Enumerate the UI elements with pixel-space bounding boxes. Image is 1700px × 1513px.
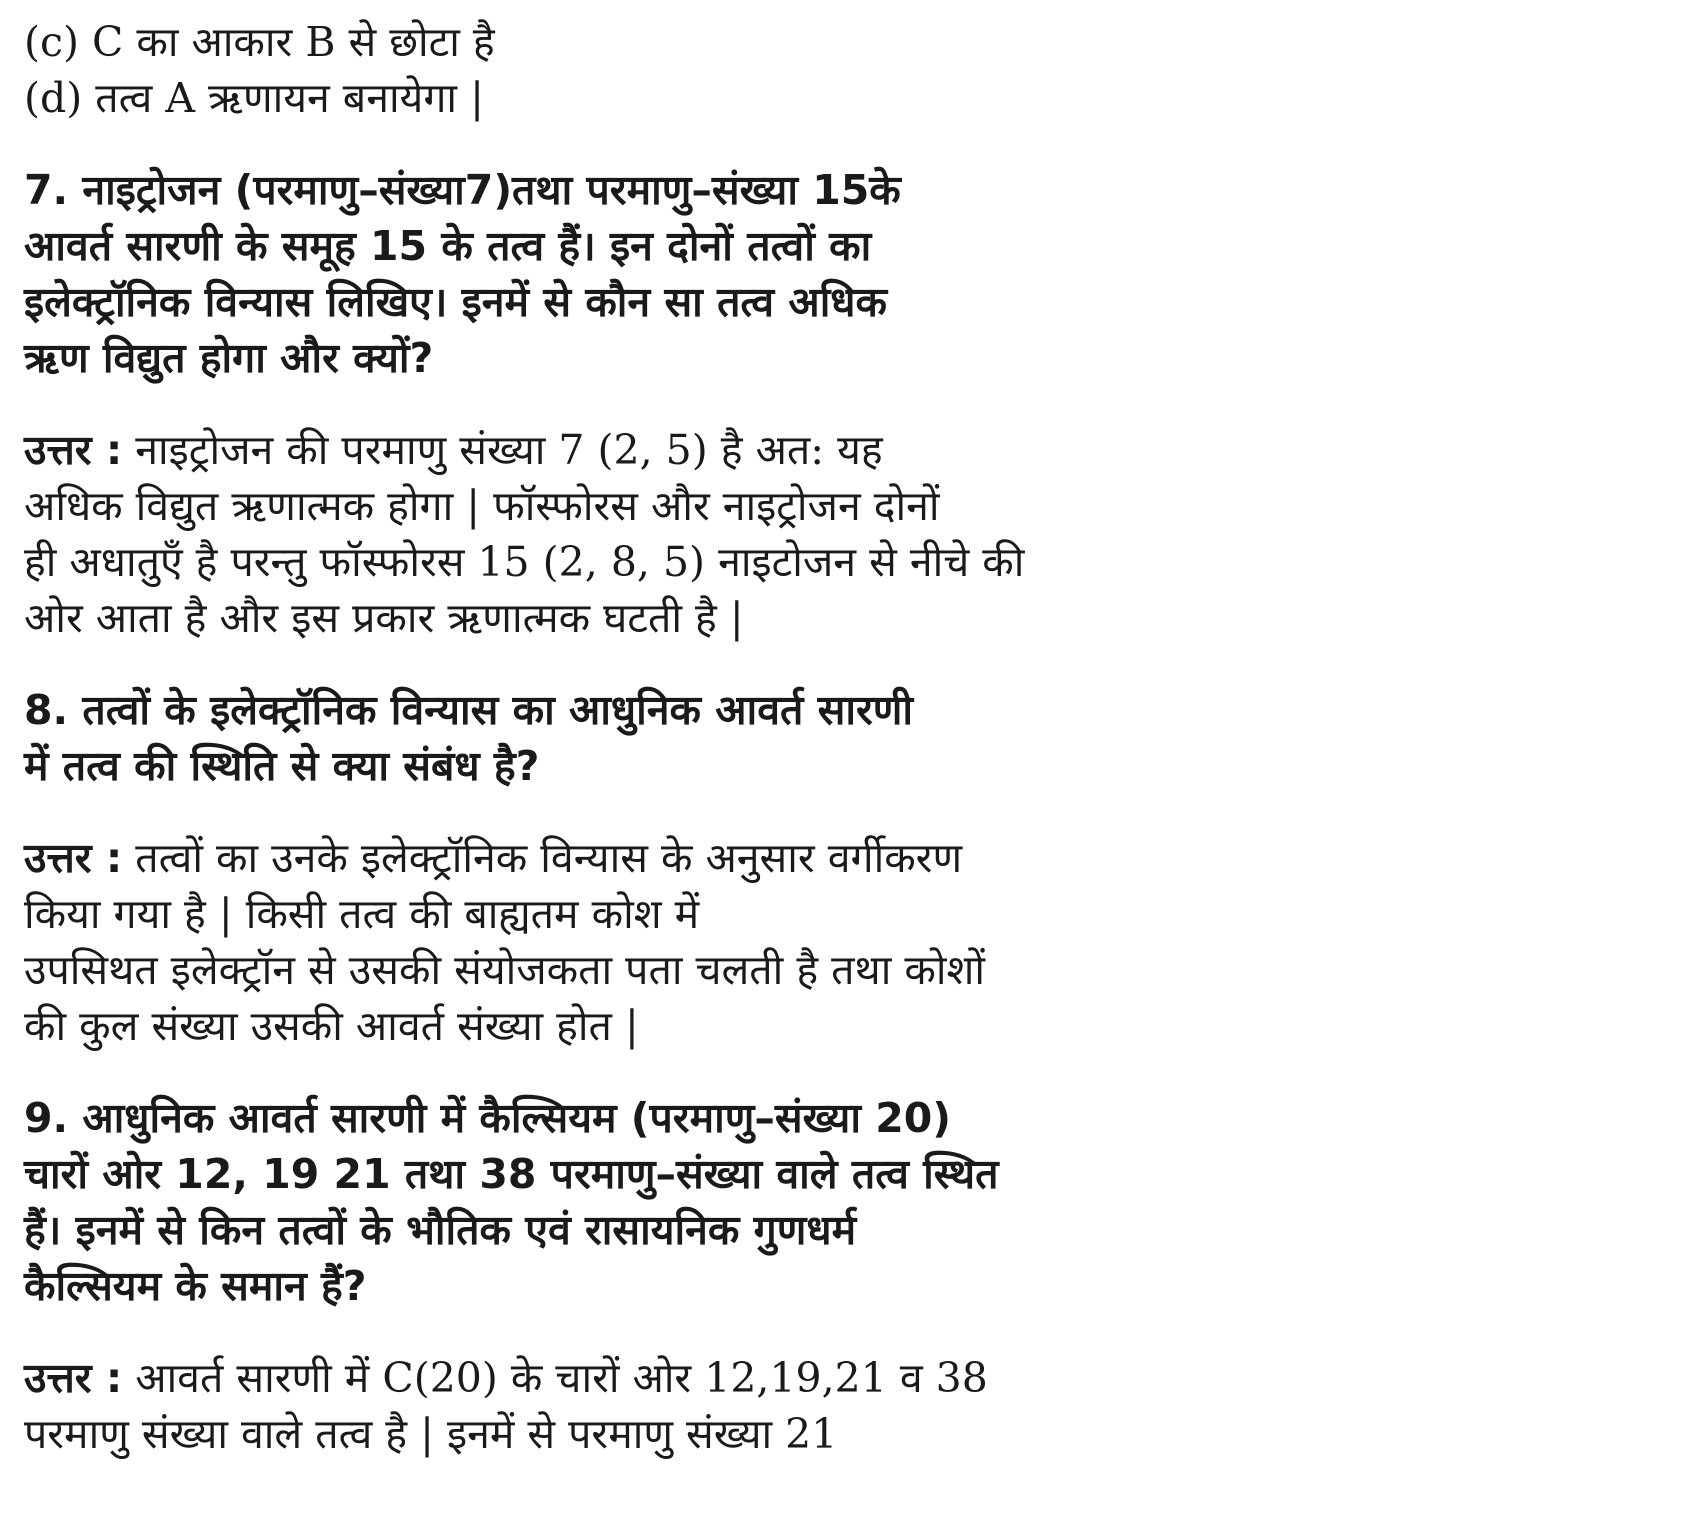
question-line: आवर्त सारणी के समूह 15 के तत्व हैं। इन दोनों तत्वों का: [24, 222, 872, 270]
answer-line: की कुल संख्या उसकी आवर्त संख्या होत |: [24, 1002, 639, 1050]
answer-line: किया गया है | किसी तत्व की बाह्यतम कोश में: [24, 890, 700, 938]
option-d: (d) तत्व A ऋणायन बनायेगा |: [24, 74, 484, 122]
answer-text: नाइट्रोजन की परमाणु संख्या 7 (2, 5) है अत: यह: [122, 426, 883, 474]
answer-line: ओर आता है और इस प्रकार ऋणात्मक घटती है |: [24, 594, 744, 642]
option-c: (c) C का आकार B से छोटा है: [24, 18, 495, 66]
option-list: [24, 14, 1144, 126]
question-8: [24, 682, 1144, 794]
question-line: ऋण विद्युत होगा और क्यों?: [24, 334, 434, 382]
answer-line: परमाणु संख्या वाले तत्व है | इनमें से परमाणु संख्या 21: [24, 1410, 838, 1458]
question-line: इलेक्ट्रॉनिक विन्यास लिखिए। इनमें से कौन सा तत्व अधिक: [24, 278, 888, 326]
question-line: हैं। इनमें से किन तत्वों के भौतिक एवं रासायनिक गुणधर्म: [24, 1206, 857, 1254]
question-7: [24, 162, 1144, 386]
question-line: चारों ओर 12, 19 21 तथा 38 परमाणु–संख्या वाले तत्व स्थित: [24, 1150, 999, 1198]
answer-8: [24, 830, 1144, 1054]
answer-label: उत्तर :: [24, 1354, 123, 1402]
answer-text: तत्वों का उनके इलेक्ट्रॉनिक विन्यास के अनुसार वर्गीकरण: [122, 834, 963, 882]
question-line: 8. तत्वों के इलेक्ट्रॉनिक विन्यास का आधुनिक आवर्त सारणी: [24, 686, 913, 734]
answer-line: ही अधातुएँ है परन्तु फॉस्फोरस 15 (2, 8, 5) नाइटोजन से नीचे की: [24, 538, 1025, 586]
answer-label: उत्तर :: [24, 426, 123, 474]
answer-9: [24, 1350, 1144, 1462]
answer-label: उत्तर :: [24, 834, 123, 882]
answer-line: [24, 422, 1144, 478]
question-9: [24, 1090, 1144, 1314]
question-line: 9. आधुनिक आवर्त सारणी में कैल्सियम (परमाणु–संख्या 20): [24, 1094, 952, 1142]
question-line: 7. नाइट्रोजन (परमाणु–संख्या7)तथा परमाणु–संख्या 15के: [24, 166, 901, 214]
question-line: कैल्सियम के समान हैं?: [24, 1262, 367, 1310]
answer-line: उपसिथत इलेक्ट्रॉन से उसकी संयोजकता पता चलती है तथा कोशों: [24, 946, 985, 994]
answer-line: [24, 830, 1144, 886]
answer-line: अधिक विद्युत ऋणात्मक होगा | फॉस्फोरस और नाइट्रोजन दोनों: [24, 482, 940, 530]
answer-7: [24, 422, 1144, 646]
document-page: [24, 14, 1144, 1462]
answer-text: आवर्त सारणी में C(20) के चारों ओर 12,19,21 व 38: [122, 1354, 988, 1402]
question-line: में तत्व की स्थिति से क्या संबंध है?: [24, 742, 540, 790]
answer-line: [24, 1350, 1144, 1406]
